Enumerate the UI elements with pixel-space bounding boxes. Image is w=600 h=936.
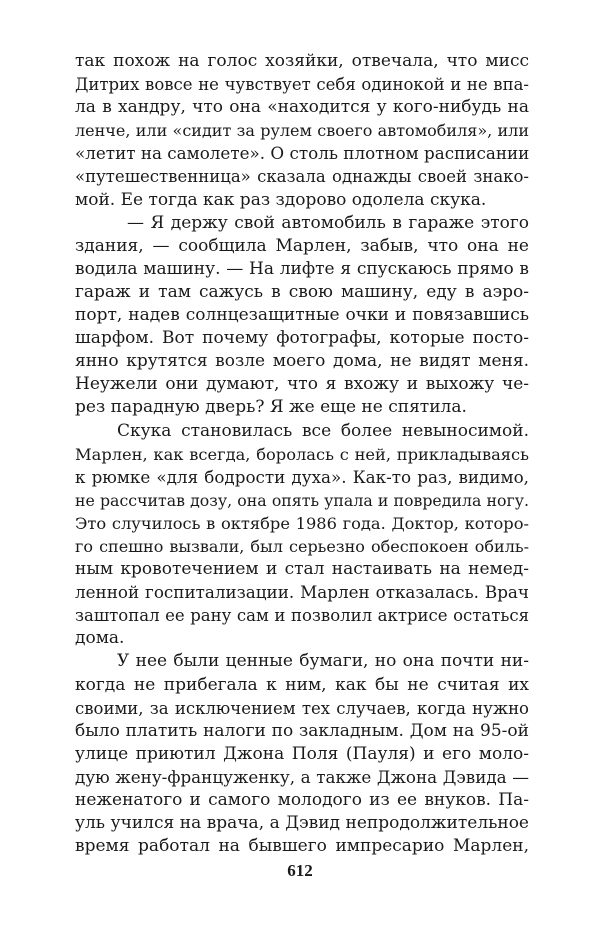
text-line: Скука становилась все более невыносимой.: [117, 420, 529, 441]
text-line: к рюмке «для бодрости духа». Как-то раз, видимо,: [75, 466, 529, 487]
text-line: своими, за исключением тех случаев, когда нужно: [75, 698, 529, 718]
text-line: улице приютил Джона Поля (Пауля) и его моло-: [75, 743, 529, 764]
page-number: 612: [287, 861, 313, 880]
text-line: дую жену-француженку, а также Джона Дэвида —: [75, 766, 529, 787]
text-line: водила машину. — На лифте я спускаюсь прямо в: [75, 258, 529, 279]
text-line: дома.: [75, 628, 125, 649]
text-line: здания, — сообщила Марлен, забыв, что она не: [75, 235, 529, 256]
text-line: ленче, или «сидит за рулем своего автомобиля», или: [75, 121, 529, 141]
text-line: «путешественница» сказала однажды своей знако-: [75, 167, 529, 187]
text-line: Марлен, как всегда, боролась с ней, прикладываясь: [75, 444, 529, 464]
text-line: ла в хандру, что она «находится у кого-нибудь на: [75, 97, 529, 118]
text-line: порт, надев солнцезащитные очки и повязавшись: [75, 305, 529, 326]
text-line: Неужели они думают, что я вхожу и выхожу че-: [75, 374, 529, 395]
text-line: было платить налоги по закладным. Дом на 95-ой: [75, 720, 529, 741]
text-line: когда не прибегала к ним, как бы не считая их: [75, 674, 529, 695]
paragraph-3: [75, 420, 529, 651]
text-line: рез парадную дверь? Я же еще не спятила.: [75, 397, 467, 418]
paragraph-4: [75, 650, 529, 858]
text-line: «летит на самолете». О столь плотном расписании: [75, 143, 530, 164]
book-page-text: [75, 50, 529, 858]
text-line: го спешно вызвали, был серьезно обеспокоен обиль-: [75, 536, 529, 556]
text-line: гараж и там сажусь в свою машину, еду в аэро-: [75, 281, 529, 302]
text-line: время работал на бывшего импресарио Марлен,: [75, 836, 529, 857]
text-line: ным кровотечением и стал настаивать на немед-: [75, 559, 529, 580]
text-line: Это случилось в октябре 1986 года. Доктор, которо-: [75, 513, 529, 533]
text-line: Дитрих вовсе не чувствует себя одинокой и не впа-: [75, 75, 529, 95]
text-line: так похож на голос хозяйки, отвечала, что мисс: [75, 51, 529, 71]
text-line: не рассчитав дозу, она опять упала и повредила ногу.: [75, 490, 529, 510]
text-line: неженатого и самого молодого из ее внуков. Па-: [75, 790, 529, 810]
text-line: уль учился на врача, а Дэвид непродолжительное: [75, 813, 529, 834]
text-line: ленной госпитализации. Марлен отказалась. Врач: [75, 582, 529, 603]
text-line: — Я держу свой автомобиль в гараже этого: [127, 212, 529, 233]
text-line: У нее были ценные бумаги, но она почти ни-: [117, 651, 529, 672]
text-line: янно крутятся возле моего дома, не видят меня.: [75, 351, 529, 372]
text-line: заштопал ее рану сам и позволил актрисе остаться: [75, 606, 529, 626]
paragraph-1: [75, 50, 529, 212]
text-line: мой. Ее тогда как раз здорово одолела скука.: [75, 189, 487, 210]
text-line: шарфом. Вот почему фотографы, которые посто-: [75, 328, 529, 349]
paragraph-2: [75, 212, 529, 420]
